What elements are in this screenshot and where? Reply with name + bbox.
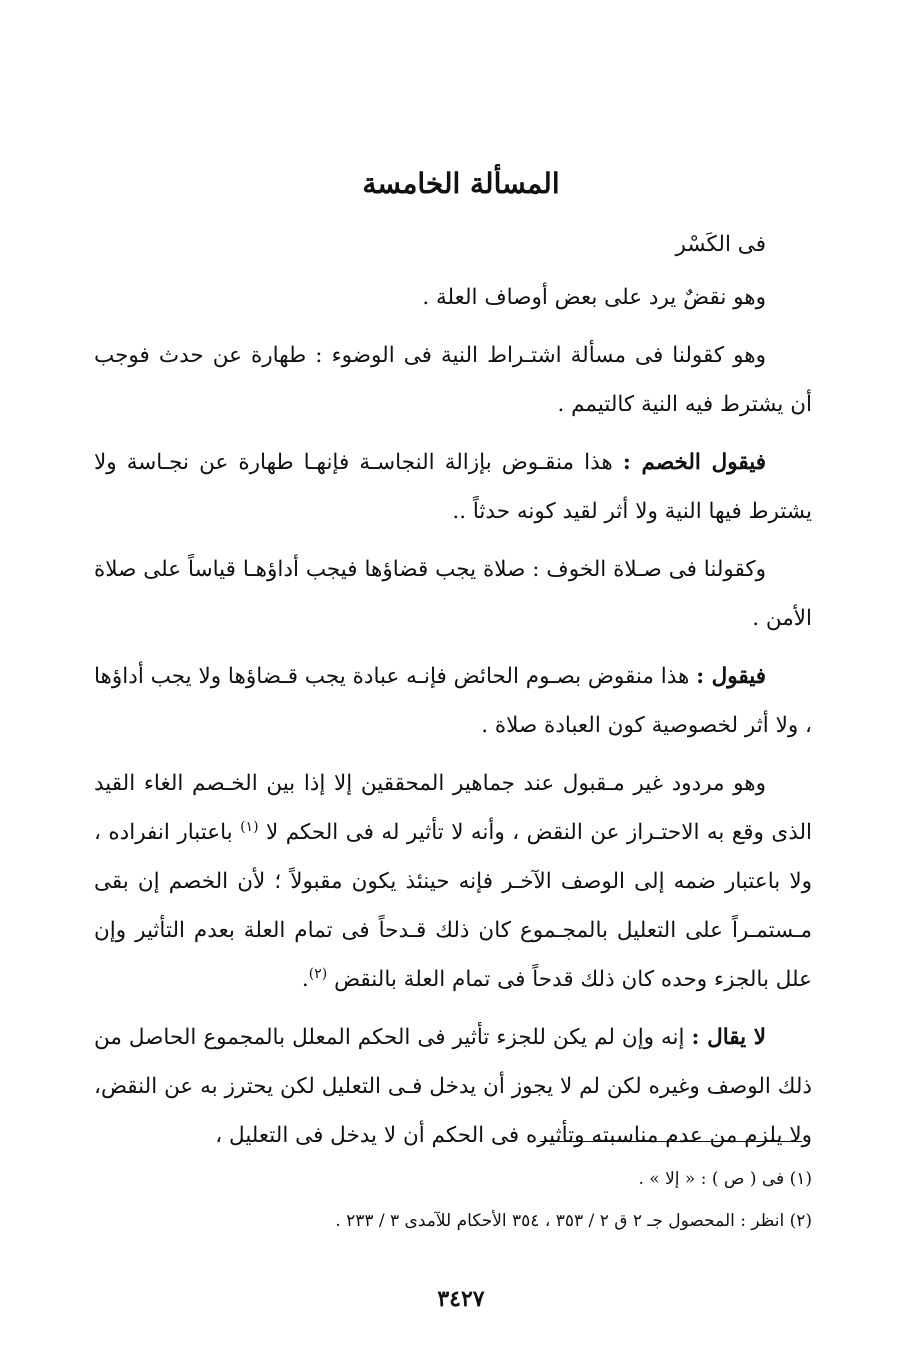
rebuttal-lead: لا يقال :: [691, 1025, 766, 1050]
objection-paragraph-2: [94, 652, 812, 750]
ruling-text-2: باعتبار انفراده ، ولا باعتبار ضمه إلى الوصف الآخـر فإنه حينئذ يكون مقبولاً ؛ لأن الخصم إن بقى مـستمـراً على التعليل بالمجـموع كان ذلك قـدحاً فى تمام العلة بعدم التأثير وإن علل بالجزء وحده كان ذلك قدحاً فى تمام العلة بالنقض: [94, 820, 812, 992]
objection-body-1: هذا منقـوض بإزالة النجاسـة فإنهـا طهارة عن نجـاسة ولا يشترط فيها النية ولا أثر لقيد كونه حدثاً ..: [94, 450, 812, 524]
footnotes: [94, 1158, 812, 1242]
objection-paragraph-1: [94, 438, 812, 536]
rebuttal-body: إنه وإن لم يكن للجزء تأثير فى الحكم المعلل بالمجموع الحاصل من ذلك الوصف وغيره لكن لم لا يجوز أن يدخل فـى التعليل لكن يحترز به عن النقض، ولا يلزم من عدم مناسبته وتأثيره فى الحكم أن لا يدخل فى التعليل ،: [94, 1025, 812, 1148]
footnote-ref-2: (٢): [308, 965, 328, 982]
subheading: فى الكَسْر: [675, 232, 766, 257]
ruling-text-1: وهو مردود غير مـقبول عند جماهير المحققين إلا إذا بين الخـصم الغاء القيد الذى وقع به الاحتـراز عن النقض ، وأنه لا تأثير له فى الحكم لا: [94, 771, 813, 845]
footnote-divider: [540, 1141, 802, 1142]
ruling-paragraph: [94, 759, 812, 1004]
main-text: [94, 220, 812, 1169]
objection-body-2: هذا منقوض بصـوم الحائض فإنـه عبادة يجب قـضاؤها ولا يجب أداؤها ، ولا أثر لخصوصية كون العبادة صلاة .: [94, 664, 812, 738]
footnote-1: (١) فى ( ص ) : « إلا » .: [638, 1169, 812, 1189]
objection-lead-2: فيقول :: [696, 664, 766, 689]
page-number: ٣٤٢٧: [437, 1286, 485, 1312]
example-paragraph-1: وهو كقولنا فى مسألة اشتـراط النية فى الوضوء : طهارة عن حدث فوجب أن يشترط فيه النية كالتيمم .: [94, 343, 812, 417]
definition-paragraph: وهو نقضٌ يرد على بعض أوصاف العلة .: [422, 285, 766, 310]
ruling-text-end: .: [301, 967, 309, 992]
footnote-ref-1: (١): [240, 818, 259, 835]
section-title: المسألة الخامسة: [362, 167, 560, 200]
example-paragraph-2: وكقولنا فى صـلاة الخوف : صلاة يجب قضاؤها فيجب أداؤهـا قياساً على صلاة الأمن .: [94, 557, 812, 631]
rebuttal-paragraph: [94, 1013, 812, 1160]
footnote-2: (٢) انظر : المحصول جـ ٢ ق ٢ / ٣٥٣ ، ٣٥٤ الأحكام للآمدى ٣ / ٢٣٣ .: [335, 1211, 812, 1231]
objection-lead-1: فيقول الخصم :: [622, 450, 766, 475]
